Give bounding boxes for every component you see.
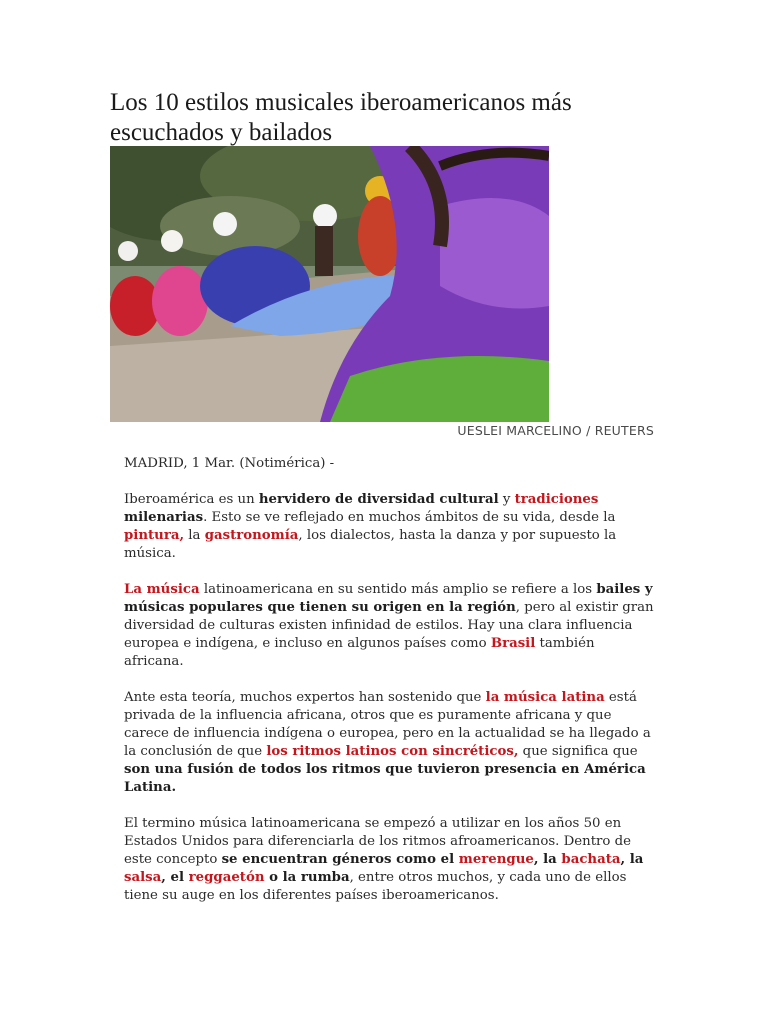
text: Iberoamérica es un bbox=[124, 492, 259, 507]
bold-text: son una fusión de todos los ritmos que tuvieron presencia en América Latina. bbox=[124, 762, 646, 795]
highlight-link[interactable]: salsa bbox=[124, 870, 162, 885]
highlight-link[interactable]: gastronomía bbox=[204, 528, 299, 543]
bold-text: , la bbox=[533, 852, 562, 867]
highlight-link[interactable]: reggaetón bbox=[188, 870, 265, 885]
bold-text: , el bbox=[161, 870, 189, 885]
bold-text: hervidero de diversidad cultural bbox=[258, 492, 499, 507]
bold-text: , bbox=[620, 852, 626, 867]
article-body bbox=[110, 455, 655, 923]
highlight-link[interactable]: pintura, bbox=[124, 528, 185, 543]
text: también africana. bbox=[124, 636, 595, 669]
text: Ante esta teoría, muchos expertos han sostenido que bbox=[124, 690, 486, 705]
highlight-link[interactable]: Brasil bbox=[490, 636, 536, 651]
article-photo bbox=[110, 146, 549, 422]
text: que significa que bbox=[518, 744, 638, 759]
bold-text: la bbox=[625, 852, 644, 867]
highlight-link[interactable]: los ritmos latinos con sincréticos, bbox=[266, 744, 519, 759]
paragraph-1 bbox=[110, 491, 655, 563]
article-title: Los 10 estilos musicales iberoamericanos más escuchados y bailados bbox=[110, 89, 572, 146]
text: y bbox=[498, 492, 515, 507]
bold-text: milenarias bbox=[124, 510, 204, 525]
highlight-link[interactable]: La música bbox=[124, 582, 200, 597]
paragraph-3 bbox=[110, 689, 655, 797]
text: la bbox=[184, 528, 205, 543]
text: , entre otros muchos, y cada uno de ellos tiene su auge en los diferentes países iberoamericanos. bbox=[124, 870, 627, 903]
highlight-link[interactable]: merengue bbox=[458, 852, 534, 867]
paragraph-2 bbox=[110, 581, 655, 671]
highlight-link[interactable]: bachata bbox=[561, 852, 621, 867]
bold-text: o la rumba bbox=[264, 870, 350, 885]
text: El termino música latinoamericana se empezó a utilizar en los años 50 en Estados Unidos para diferenciarla de los ritmos afroamericanos. Dentro de este concepto bbox=[124, 816, 632, 867]
text: latinoamericana en su sentido más amplio se refiere a los bbox=[199, 582, 597, 597]
text: , los dialectos, hasta la danza y por supuesto la música. bbox=[124, 528, 617, 561]
article-header bbox=[110, 88, 655, 148]
highlight-link[interactable]: la música latina bbox=[485, 690, 605, 705]
text: está privada de la influencia africana, otros que es puramente africana y que carece de influencia indígena o europea, pero en la actualidad se ha llegado a la conclusión de que bbox=[124, 690, 651, 759]
dateline: MADRID, 1 Mar. (Notimérica) - bbox=[124, 456, 335, 471]
text: , pero al existir gran diversidad de culturas existen infinidad de estilos. Hay una clara influencia europea e indígena, e incluso en algunos países como bbox=[124, 600, 654, 651]
photo-credit: UESLEI MARCELINO / REUTERS bbox=[457, 423, 654, 438]
paragraph-4 bbox=[110, 815, 655, 905]
text: . Esto se ve reflejado en muchos ámbitos de su vida, desde la bbox=[203, 510, 616, 525]
highlight-link[interactable]: tradiciones bbox=[514, 492, 599, 507]
bold-text: se encuentran géneros como el bbox=[221, 852, 459, 867]
bold-text: bailes y músicas populares que tienen su origen en la región bbox=[124, 582, 653, 615]
